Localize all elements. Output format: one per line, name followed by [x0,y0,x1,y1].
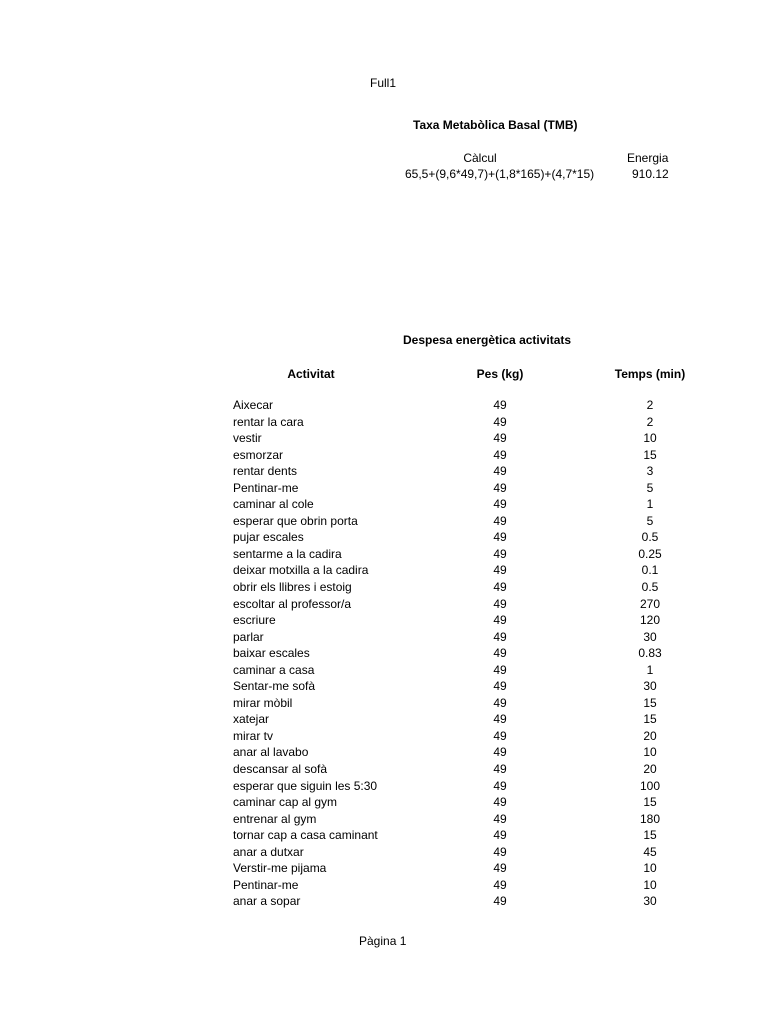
table-row [0,530,768,547]
time-cell: 2 [646,414,654,429]
weight-cell: 49 [493,480,507,495]
activity-cell: vestir [233,431,262,446]
time-cell: 0.5 [641,580,659,595]
table-row [0,696,768,713]
activity-cell: caminar al cole [233,497,314,512]
time-cell: 5 [646,480,654,495]
activity-cell: mirar tv [233,728,273,743]
time-cell: 10 [643,745,657,760]
time-cell: 120 [639,613,661,628]
activities-table [0,398,768,911]
time-cell: 0.83 [638,646,662,661]
activity-cell: Pentinar-me [233,480,299,495]
table-row [0,812,768,829]
activity-cell: mirar mòbil [233,695,293,710]
activity-cell: pujar escales [233,530,304,545]
activity-cell: caminar a casa [233,662,315,677]
activity-cell: anar a sopar [233,894,301,909]
weight-cell: 49 [493,861,507,876]
activity-cell: Aixecar [233,398,274,412]
table-row [0,431,768,448]
sheet-name: Full1 [370,76,397,90]
activity-cell: anar a dutxar [233,844,304,859]
time-cell: 30 [643,629,657,644]
weight-cell: 49 [493,844,507,859]
weight-cell: 49 [493,613,507,628]
table-row [0,514,768,531]
table-row [0,580,768,597]
time-cell: 45 [643,844,657,859]
activity-cell: Sentar-me sofà [233,679,316,694]
weight-cell: 49 [493,431,507,446]
activity-cell: esmorzar [233,447,284,462]
time-cell: 10 [643,861,657,876]
weight-cell: 49 [493,828,507,843]
activity-cell: entrenar al gym [233,811,317,826]
time-cell: 1 [646,497,654,512]
activity-cell: xatejar [233,712,270,727]
time-cell: 5 [646,513,654,528]
time-cell: 180 [639,811,661,826]
time-cell: 3 [646,464,654,479]
weight-cell: 49 [493,745,507,760]
weight-cell: 49 [493,646,507,661]
activities-title: Despesa energètica activitats [403,333,572,347]
table-row [0,398,768,415]
time-cell: 15 [643,695,657,710]
weight-cell: 49 [493,695,507,710]
table-row [0,845,768,862]
weight-cell: 49 [493,398,507,412]
weight-cell: 49 [493,447,507,462]
time-cell: 30 [643,679,657,694]
time-cell: 15 [643,447,657,462]
table-row [0,646,768,663]
table-row [0,745,768,762]
table-row [0,448,768,465]
time-cell: 1 [646,662,654,677]
activity-cell: esperar que obrin porta [233,513,358,528]
activity-cell: descansar al sofà [233,762,328,777]
activity-cell: obrir els llibres i estoig [233,580,352,595]
time-cell: 0.25 [638,546,662,561]
table-row [0,712,768,729]
calc-header: Càlcul [463,151,497,165]
time-cell: 270 [639,596,661,611]
time-cell: 100 [639,778,661,793]
activity-cell: sentarme a la cadira [233,546,342,561]
table-row [0,415,768,432]
table-row [0,547,768,564]
weight-cell: 49 [493,728,507,743]
weight-cell: 49 [493,563,507,578]
table-row [0,663,768,680]
table-row [0,679,768,696]
time-cell: 20 [643,762,657,777]
weight-cell: 49 [493,497,507,512]
table-row [0,464,768,481]
weight-cell: 49 [493,464,507,479]
activity-cell: rentar la cara [233,414,304,429]
table-row [0,563,768,580]
time-cell: 2 [646,398,654,412]
weight-cell: 49 [493,596,507,611]
table-row [0,481,768,498]
table-row [0,878,768,895]
tmb-energy-value: 910.12 [632,167,669,181]
time-cell: 10 [643,877,657,892]
activity-cell: rentar dents [233,464,298,479]
table-row [0,497,768,514]
weight-cell: 49 [493,811,507,826]
weight-cell: 49 [493,679,507,694]
time-cell: 15 [643,795,657,810]
time-cell: 0.1 [641,563,659,578]
weight-cell: 49 [493,530,507,545]
weight-cell: 49 [493,662,507,677]
table-row [0,795,768,812]
table-row [0,762,768,779]
weight-cell: 49 [493,712,507,727]
activity-cell: baixar escales [233,646,310,661]
table-row [0,729,768,746]
weight-cell: 49 [493,629,507,644]
activity-cell: tornar cap a casa caminant [233,828,378,843]
time-cell: 15 [643,828,657,843]
time-cell: 15 [643,712,657,727]
table-row [0,613,768,630]
table-row [0,597,768,614]
activity-cell: deixar motxilla a la cadira [233,563,369,578]
header-time: Temps (min) [614,367,686,381]
header-activity: Activitat [287,367,335,381]
activity-cell: anar al lavabo [233,745,309,760]
activity-cell: Verstir-me pijama [233,861,327,876]
weight-cell: 49 [493,580,507,595]
weight-cell: 49 [493,546,507,561]
time-cell: 20 [643,728,657,743]
weight-cell: 49 [493,877,507,892]
activity-cell: caminar cap al gym [233,795,338,810]
time-cell: 10 [643,431,657,446]
weight-cell: 49 [493,414,507,429]
tmb-formula: 65,5+(9,6*49,7)+(1,8*165)+(4,7*15) [405,167,595,181]
time-cell: 0.5 [641,530,659,545]
weight-cell: 49 [493,762,507,777]
table-row [0,630,768,647]
header-weight: Pes (kg) [476,367,524,381]
table-row [0,779,768,796]
tmb-title: Taxa Metabòlica Basal (TMB) [413,118,578,132]
weight-cell: 49 [493,778,507,793]
weight-cell: 49 [493,894,507,909]
energy-header: Energia [627,151,669,165]
activity-cell: escoltar al professor/a [233,596,352,611]
weight-cell: 49 [493,795,507,810]
table-row [0,828,768,845]
time-cell: 30 [643,894,657,909]
table-row [0,861,768,878]
activity-cell: escriure [233,613,276,628]
page-footer: Pàgina 1 [359,934,407,948]
activity-cell: esperar que siguin les 5:30 [233,778,378,793]
activity-cell: Pentinar-me [233,877,299,892]
weight-cell: 49 [493,513,507,528]
activity-cell: parlar [233,629,264,644]
table-row [0,894,768,911]
